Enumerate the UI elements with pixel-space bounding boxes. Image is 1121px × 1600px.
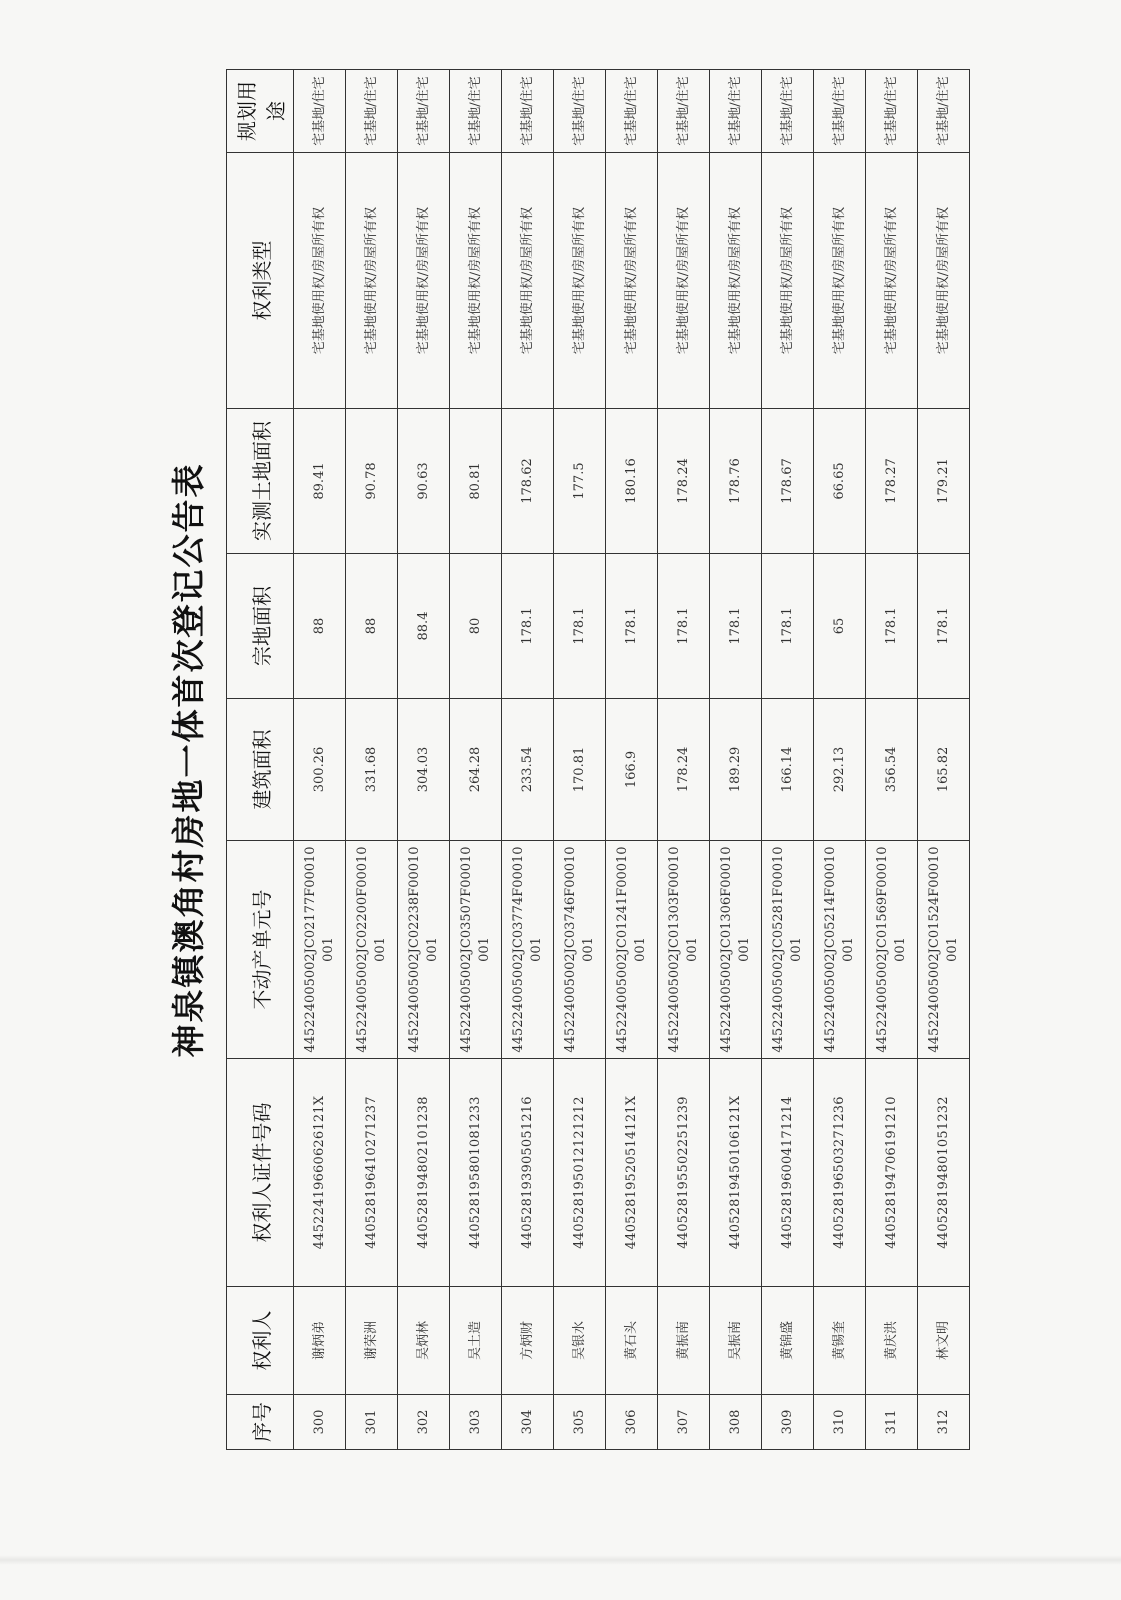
document-title: 神泉镇澳角村房地一体首次登记公告表 — [169, 462, 208, 1058]
cell-seq: 306 — [606, 1395, 658, 1450]
rotated-document — [160, 70, 960, 1450]
cell-measured-area: 179.21 — [918, 409, 970, 554]
header-holder: 权利人 — [227, 1287, 294, 1395]
table-row — [606, 70, 658, 1450]
cell-id-number: 44052819520514121X — [606, 1059, 658, 1287]
cell-seq: 309 — [762, 1395, 814, 1450]
cell-planned-use: 宅基地/住宅 — [710, 70, 762, 153]
cell-measured-area: 90.78 — [346, 409, 398, 554]
cell-building-area: 189.29 — [710, 699, 762, 841]
cell-id-number: 440528195801081233 — [450, 1059, 502, 1287]
cell-planned-use: 宅基地/住宅 — [658, 70, 710, 153]
cell-holder: 黄庆洪 — [866, 1287, 918, 1395]
cell-planned-use: 宅基地/住宅 — [814, 70, 866, 153]
table-row — [502, 70, 554, 1450]
cell-measured-area: 178.76 — [710, 409, 762, 554]
cell-planned-use: 宅基地/住宅 — [554, 70, 606, 153]
cell-building-area: 166.9 — [606, 699, 658, 841]
cell-unit-number: 445224005002JC02177F00010001 — [294, 841, 346, 1059]
cell-unit-number: 445224005002JC01524F00010001 — [918, 841, 970, 1059]
header-measured-area: 实测土地面积 — [227, 409, 294, 554]
cell-seq: 301 — [346, 1395, 398, 1450]
table-row — [294, 70, 346, 1450]
cell-measured-area: 178.62 — [502, 409, 554, 554]
cell-parcel-area: 88 — [346, 554, 398, 699]
cell-id-number: 440528194706191210 — [866, 1059, 918, 1287]
header-parcel-area: 宗地面积 — [227, 554, 294, 699]
cell-right-type: 宅基地使用权/房屋所有权 — [346, 153, 398, 409]
cell-parcel-area: 178.1 — [710, 554, 762, 699]
cell-unit-number: 445224005002JC01303F00010001 — [658, 841, 710, 1059]
cell-planned-use: 宅基地/住宅 — [398, 70, 450, 153]
table-row — [346, 70, 398, 1450]
cell-holder: 黄锦盛 — [762, 1287, 814, 1395]
cell-planned-use: 宅基地/住宅 — [294, 70, 346, 153]
cell-parcel-area: 178.1 — [762, 554, 814, 699]
cell-seq: 302 — [398, 1395, 450, 1450]
cell-seq: 312 — [918, 1395, 970, 1450]
cell-parcel-area: 80 — [450, 554, 502, 699]
cell-holder: 方炳财 — [502, 1287, 554, 1395]
cell-holder: 吴土造 — [450, 1287, 502, 1395]
cell-parcel-area: 178.1 — [918, 554, 970, 699]
cell-measured-area: 178.27 — [866, 409, 918, 554]
cell-right-type: 宅基地使用权/房屋所有权 — [398, 153, 450, 409]
cell-unit-number: 445224005002JC02238F00010001 — [398, 841, 450, 1059]
header-seq: 序号 — [227, 1395, 294, 1450]
cell-right-type: 宅基地使用权/房屋所有权 — [606, 153, 658, 409]
cell-building-area: 170.81 — [554, 699, 606, 841]
header-unit-number: 不动产单元号 — [227, 841, 294, 1059]
cell-seq: 305 — [554, 1395, 606, 1450]
cell-holder: 吴振南 — [710, 1287, 762, 1395]
cell-measured-area: 90.63 — [398, 409, 450, 554]
cell-id-number: 440528195502251239 — [658, 1059, 710, 1287]
cell-unit-number: 445224005002JC03746F00010001 — [554, 841, 606, 1059]
cell-right-type: 宅基地使用权/房屋所有权 — [918, 153, 970, 409]
cell-planned-use: 宅基地/住宅 — [606, 70, 658, 153]
cell-unit-number: 445224005002JC03774F00010001 — [502, 841, 554, 1059]
cell-building-area: 331.68 — [346, 699, 398, 841]
cell-parcel-area: 88.4 — [398, 554, 450, 699]
cell-building-area: 233.54 — [502, 699, 554, 841]
cell-id-number: 440528194801051232 — [918, 1059, 970, 1287]
table-row — [554, 70, 606, 1450]
cell-measured-area: 180.16 — [606, 409, 658, 554]
cell-parcel-area: 88 — [294, 554, 346, 699]
cell-id-number: 44522419660626121X — [294, 1059, 346, 1287]
cell-unit-number: 445224005002JC05281F00010001 — [762, 841, 814, 1059]
cell-id-number: 440528195012121212 — [554, 1059, 606, 1287]
cell-right-type: 宅基地使用权/房屋所有权 — [658, 153, 710, 409]
cell-measured-area: 177.5 — [554, 409, 606, 554]
cell-holder: 谢炳弟 — [294, 1287, 346, 1395]
header-right-type: 权利类型 — [227, 153, 294, 409]
cell-seq: 310 — [814, 1395, 866, 1450]
table-header-row — [227, 70, 294, 1450]
cell-id-number: 440528194802101238 — [398, 1059, 450, 1287]
cell-id-number: 440528193905051216 — [502, 1059, 554, 1287]
cell-building-area: 304.03 — [398, 699, 450, 841]
cell-planned-use: 宅基地/住宅 — [450, 70, 502, 153]
table-row — [450, 70, 502, 1450]
cell-unit-number: 445224005002JC03507F00010001 — [450, 841, 502, 1059]
cell-unit-number: 445224005002JC01241F00010001 — [606, 841, 658, 1059]
cell-holder: 黄锡奎 — [814, 1287, 866, 1395]
registration-table — [226, 69, 970, 1450]
cell-unit-number: 445224005002JC01306F00010001 — [710, 841, 762, 1059]
cell-planned-use: 宅基地/住宅 — [866, 70, 918, 153]
cell-building-area: 166.14 — [762, 699, 814, 841]
cell-seq: 308 — [710, 1395, 762, 1450]
cell-holder: 吴炳林 — [398, 1287, 450, 1395]
cell-unit-number: 445224005002JC05214F00010001 — [814, 841, 866, 1059]
cell-parcel-area: 178.1 — [606, 554, 658, 699]
cell-right-type: 宅基地使用权/房屋所有权 — [554, 153, 606, 409]
cell-id-number: 440528196004171214 — [762, 1059, 814, 1287]
cell-id-number: 44052819450106121X — [710, 1059, 762, 1287]
cell-seq: 303 — [450, 1395, 502, 1450]
cell-measured-area: 178.24 — [658, 409, 710, 554]
table-row — [658, 70, 710, 1450]
header-id-number: 权利人证件号码 — [227, 1059, 294, 1287]
cell-right-type: 宅基地使用权/房屋所有权 — [710, 153, 762, 409]
cell-right-type: 宅基地使用权/房屋所有权 — [762, 153, 814, 409]
cell-building-area: 165.82 — [918, 699, 970, 841]
cell-right-type: 宅基地使用权/房屋所有权 — [866, 153, 918, 409]
cell-building-area: 292.13 — [814, 699, 866, 841]
table-row — [866, 70, 918, 1450]
header-building-area: 建筑面积 — [227, 699, 294, 841]
cell-planned-use: 宅基地/住宅 — [918, 70, 970, 153]
cell-building-area: 300.26 — [294, 699, 346, 841]
cell-unit-number: 445224005002JC01569F00010001 — [866, 841, 918, 1059]
cell-seq: 300 — [294, 1395, 346, 1450]
cell-id-number: 440528196410271237 — [346, 1059, 398, 1287]
table-body — [294, 70, 970, 1450]
cell-seq: 307 — [658, 1395, 710, 1450]
cell-right-type: 宅基地使用权/房屋所有权 — [294, 153, 346, 409]
cell-parcel-area: 178.1 — [866, 554, 918, 699]
cell-parcel-area: 178.1 — [554, 554, 606, 699]
cell-holder: 林文明 — [918, 1287, 970, 1395]
cell-id-number: 440528196503271236 — [814, 1059, 866, 1287]
table-row — [398, 70, 450, 1450]
cell-measured-area: 80.81 — [450, 409, 502, 554]
cell-right-type: 宅基地使用权/房屋所有权 — [502, 153, 554, 409]
scan-shadow — [0, 1555, 1121, 1565]
cell-planned-use: 宅基地/住宅 — [762, 70, 814, 153]
cell-holder: 黄振南 — [658, 1287, 710, 1395]
cell-building-area: 264.28 — [450, 699, 502, 841]
cell-parcel-area: 178.1 — [502, 554, 554, 699]
cell-planned-use: 宅基地/住宅 — [346, 70, 398, 153]
cell-right-type: 宅基地使用权/房屋所有权 — [450, 153, 502, 409]
cell-parcel-area: 65 — [814, 554, 866, 699]
cell-building-area: 356.54 — [866, 699, 918, 841]
cell-holder: 吴银水 — [554, 1287, 606, 1395]
cell-holder: 谢荣洲 — [346, 1287, 398, 1395]
cell-unit-number: 445224005002JC02200F00010001 — [346, 841, 398, 1059]
header-planned-use: 规划用途 — [227, 70, 294, 153]
cell-measured-area: 66.65 — [814, 409, 866, 554]
cell-planned-use: 宅基地/住宅 — [502, 70, 554, 153]
table-row — [918, 70, 970, 1450]
cell-measured-area: 89.41 — [294, 409, 346, 554]
table-row — [710, 70, 762, 1450]
cell-building-area: 178.24 — [658, 699, 710, 841]
cell-parcel-area: 178.1 — [658, 554, 710, 699]
cell-seq: 311 — [866, 1395, 918, 1450]
table-row — [762, 70, 814, 1450]
table-row — [814, 70, 866, 1450]
cell-holder: 黄石头 — [606, 1287, 658, 1395]
cell-seq: 304 — [502, 1395, 554, 1450]
cell-right-type: 宅基地使用权/房屋所有权 — [814, 153, 866, 409]
cell-measured-area: 178.67 — [762, 409, 814, 554]
